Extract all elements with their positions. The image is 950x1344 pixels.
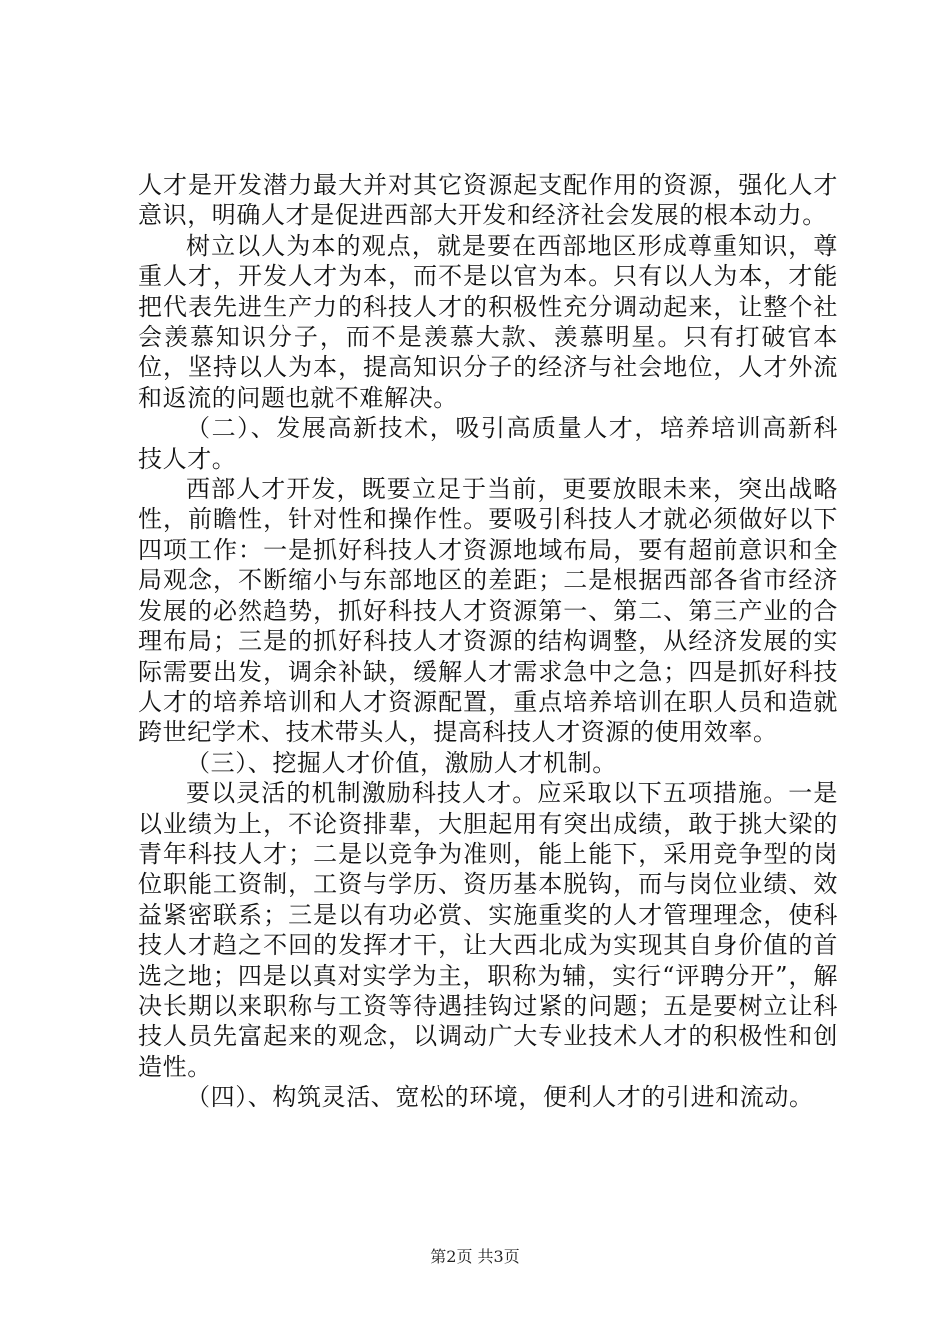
section-heading-4: （四）、构筑灵活、宽松的环境，便利人才的引进和流动。: [186, 1083, 814, 1112]
paragraph-continuation: 人才是开发潜力最大并对其它资源起支配作用的资源，强化人才意识，明确人才是促进西部大开发和经济社会发展的根本动力。: [138, 171, 838, 230]
section-heading-2: （二）、发展高新技术，吸引高质量人才，培养培训高新科技人才。: [138, 414, 838, 473]
page-footer: 第2页 共3页: [430, 1247, 520, 1266]
paragraph-western-talent: 西部人才开发，既要立足于当前，更要放眼未来，突出战略性，前瞻性，针对性和操作性。要吸引科技人才就必须做好以下四项工作：一是抓好科技人才资源地域布局，要有超前意识和全局观念，不断缩小与东部地区的差距；二是根据西部各省市经济发展的必然趋势，抓好科技人才资源第一、第二、第三产业的合理布局；三是的抓好科技人才资源的结构调整，从经济发展的实际需要出发，调余补缺，缓解人才需求急中之急；四是抓好科技人才的培养培训和人才资源配置，重点培养培训在职人员和造就跨世纪学术、技术带头人，提高科技人才资源的使用效率。: [138, 475, 838, 747]
document-body: [138, 170, 838, 1113]
paragraph-people-oriented: 树立以人为本的观点，就是要在西部地区形成尊重知识，尊重人才，开发人才为本，而不是以官为本。只有以人为本，才能把代表先进生产力的科技人才的积极性充分调动起来，让整个社会羡慕知识分子，而不是羡慕大款、羡慕明星。只有打破官本位，坚持以人为本，提高知识分子的经济与社会地位，人才外流和返流的问题也就不难解决。: [138, 231, 838, 412]
section-heading-3: （三）、挖掘人才价值，激励人才机制。: [186, 748, 617, 777]
paragraph-incentive-mechanism: 要以灵活的机制激励科技人才。应采取以下五项措施。一是以业绩为上，不论资排辈，大胆起用有突出成绩，敢于挑大梁的青年科技人才；二是以竞争为准则，能上能下，采用竞争型的岗位职能工资制，工资与学历、资历基本脱钩，而与岗位业绩、效益紧密联系；三是以有功必赏、实施重奖的人才管理理念，使科技人才趋之不回的发挥才干，让大西北成为实现其自身价值的首选之地；四是以真对实学为主，职称为辅，实行“评聘分开”，解决长期以来职称与工资等待遇挂钩过紧的问题；五是要树立让科技人员先富起来的观念，以调动广大专业技术人才的积极性和创造性。: [138, 779, 838, 1081]
